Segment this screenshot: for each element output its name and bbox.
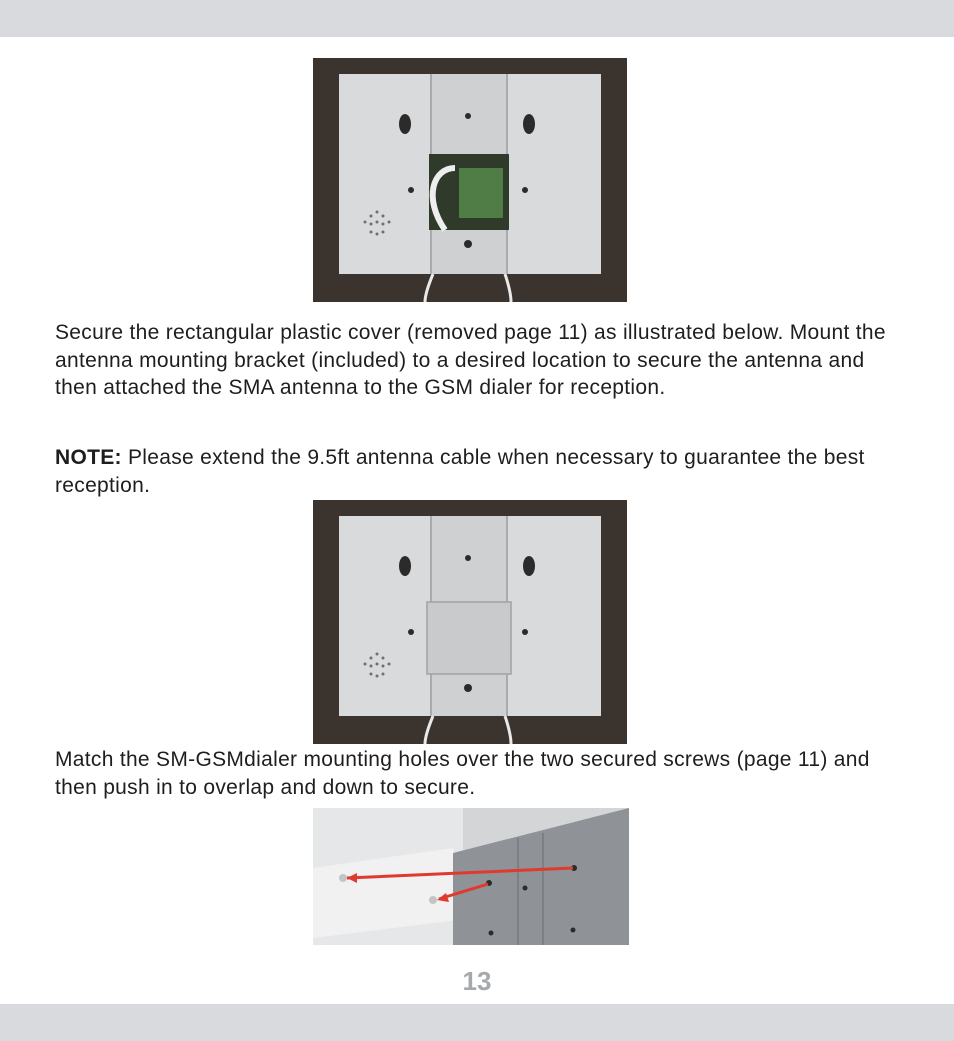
instruction-paragraph-1: Secure the rectangular plastic cover (removed page 11) as illustrated below. Mount the antenna mounting bracket (included) to a desired location to secure the antenna and then attached the SMA antenna to the GSM dialer for reception.	[55, 321, 886, 399]
note-paragraph	[55, 444, 895, 499]
photo-wall-mounting	[313, 808, 629, 945]
top-band	[0, 0, 954, 37]
bottom-band	[0, 1004, 954, 1041]
page-number: 13	[462, 966, 492, 996]
photo-cover-removed	[313, 58, 627, 302]
note-label: NOTE:	[55, 446, 122, 469]
note-text: Please extend the 9.5ft antenna cable when necessary to guarantee the best reception.	[55, 446, 865, 497]
photo-cover-installed	[313, 500, 627, 744]
instruction-paragraph-2: Match the SM-GSMdialer mounting holes over the two secured screws (page 11) and then push in to overlap and down to secure.	[55, 748, 870, 799]
